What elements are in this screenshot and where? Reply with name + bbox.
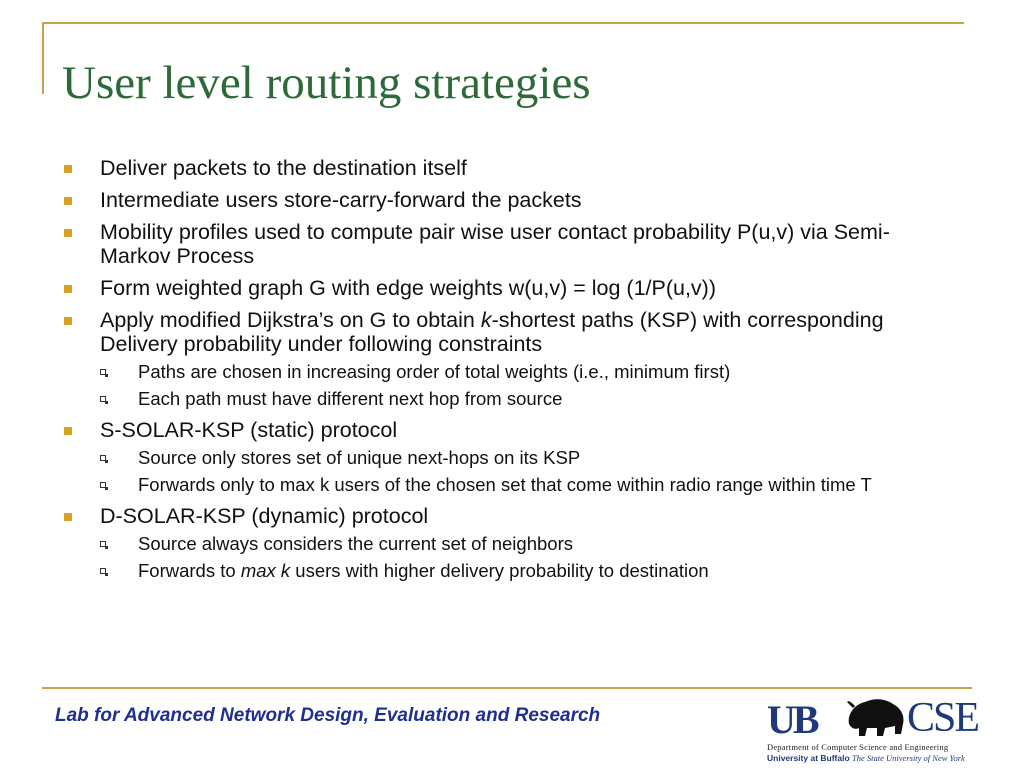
hollow-square-bullet-icon	[100, 568, 106, 574]
bullet-item	[58, 418, 958, 442]
ub-logo-text: UB	[767, 697, 817, 742]
sub-bullet-text: Source always considers the current set of neighbors	[138, 533, 573, 554]
top-frame-line	[42, 22, 964, 24]
hollow-square-bullet-icon	[100, 396, 106, 402]
bullet-item	[58, 156, 958, 180]
bullet-text: Intermediate users store-carry-forward the packets	[100, 188, 582, 212]
university-name: University at Buffalo The State University of New York	[767, 753, 965, 763]
bullet-text: Deliver packets to the destination itself	[100, 156, 467, 180]
hollow-square-bullet-icon	[100, 482, 106, 488]
sub-bullet-item	[58, 447, 958, 468]
square-bullet-icon	[64, 285, 72, 293]
slide-title: User level routing strategies	[62, 57, 591, 109]
hollow-square-bullet-icon	[100, 541, 106, 547]
bullet-item	[58, 188, 958, 212]
square-bullet-icon	[64, 165, 72, 173]
square-bullet-icon	[64, 197, 72, 205]
department-name: Department of Computer Science and Engineering	[767, 742, 949, 752]
square-bullet-icon	[64, 317, 72, 325]
footer-divider	[42, 687, 972, 689]
bullet-text: Form weighted graph G with edge weights w(u,v) = log (1/P(u,v))	[100, 276, 716, 300]
sub-bullet-item	[58, 560, 958, 581]
sub-bullet-text: Paths are chosen in increasing order of total weights (i.e., minimum first)	[138, 361, 731, 382]
bullet-text: Mobility profiles used to compute pair wise user contact probability P(u,v) via Semi-Markov Process	[100, 220, 890, 268]
sub-bullet-item	[58, 361, 958, 382]
buffalo-icon	[845, 694, 909, 738]
hollow-square-bullet-icon	[100, 455, 106, 461]
sub-bullet-text: Source only stores set of unique next-hops on its KSP	[138, 447, 581, 468]
bullet-item	[58, 220, 958, 268]
sub-bullet-item	[58, 533, 958, 554]
cse-logo-text: CSE	[907, 695, 979, 741]
bullet-text: D-SOLAR-KSP (dynamic) protocol	[100, 504, 429, 528]
ub-cse-logo	[767, 692, 979, 766]
sub-bullet-item	[58, 388, 958, 409]
bullet-item	[58, 276, 958, 300]
square-bullet-icon	[64, 427, 72, 435]
sub-bullet-text: Forwards to max k users with higher delivery probability to destination	[138, 560, 709, 581]
sub-bullet-text: Each path must have different next hop from source	[138, 388, 563, 409]
bullet-text: S-SOLAR-KSP (static) protocol	[100, 418, 398, 442]
bullet-list	[58, 156, 958, 590]
footer-lab-name: Lab for Advanced Network Design, Evaluation and Research	[55, 705, 601, 726]
sub-bullet-text: Forwards only to max k users of the chosen set that come within radio range within time T	[138, 474, 872, 495]
bullet-item	[58, 504, 958, 528]
hollow-square-bullet-icon	[100, 369, 106, 375]
square-bullet-icon	[64, 229, 72, 237]
left-frame-line	[42, 22, 44, 94]
bullet-text: Apply modified Dijkstra’s on G to obtain k-shortest paths (KSP) with corresponding Delivery probability under following constraints	[100, 308, 884, 356]
square-bullet-icon	[64, 513, 72, 521]
bullet-item	[58, 308, 958, 356]
sub-bullet-item	[58, 474, 958, 495]
